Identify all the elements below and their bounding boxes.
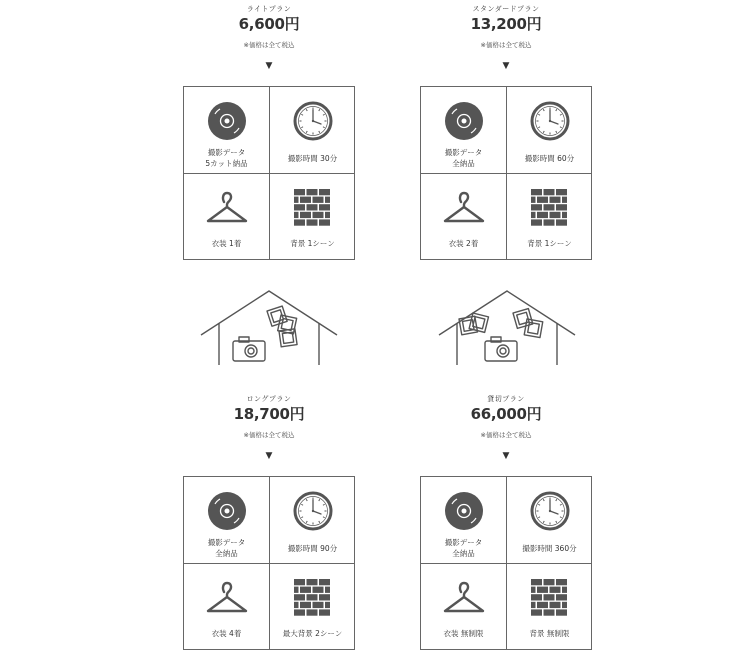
brick-wall-icon — [270, 576, 355, 620]
hanger-icon — [184, 186, 269, 230]
background-label: 最大背景 2シーン — [282, 629, 343, 638]
plan-header-charter — [413, 394, 599, 461]
cell-time — [507, 87, 592, 173]
data-label-2: 全納品 — [452, 549, 475, 558]
disc-icon — [184, 99, 269, 143]
costume-label: 衣装 2着 — [448, 239, 479, 248]
data-label-2: 全納品 — [215, 549, 238, 558]
time-label: 撮影時間 30分 — [287, 154, 338, 163]
plan-grid-charter — [420, 476, 592, 650]
cell-data — [184, 477, 269, 563]
plan-price: 6,600円 — [238, 15, 300, 33]
price-note: ※価格は全て税込 — [243, 41, 295, 49]
plan-grid-standard — [420, 86, 592, 260]
plan-header-standard — [413, 4, 599, 71]
plan-grid-long — [183, 476, 355, 650]
plan-name: スタンダードプラン — [472, 5, 540, 13]
background-label: 背景 1シーン — [290, 239, 335, 248]
cell-data — [184, 87, 269, 173]
down-arrow-icon: ▼ — [265, 61, 273, 71]
disc-icon — [184, 489, 269, 533]
brick-wall-icon — [270, 186, 355, 230]
data-label-2: 全納品 — [452, 159, 475, 168]
costume-label: 衣装 無制限 — [443, 629, 484, 638]
background-label: 背景 無制限 — [529, 629, 570, 638]
hanger-icon — [421, 576, 506, 620]
cell-background — [507, 564, 592, 650]
price-note: ※価格は全て税込 — [480, 431, 532, 439]
brick-wall-icon — [507, 186, 592, 230]
clock-icon — [270, 99, 355, 143]
time-label: 撮影時間 90分 — [287, 544, 338, 553]
cell-costume — [184, 564, 269, 650]
cell-background — [507, 174, 592, 260]
clock-icon — [507, 99, 592, 143]
down-arrow-icon: ▼ — [502, 451, 510, 461]
clock-icon — [507, 489, 592, 533]
plan-price: 66,000円 — [470, 405, 542, 423]
plan-price: 18,700円 — [233, 405, 305, 423]
cell-background — [270, 564, 355, 650]
plan-header-light — [176, 4, 362, 71]
cell-time — [270, 87, 355, 173]
down-arrow-icon: ▼ — [265, 451, 273, 461]
data-label-2: 5カット納品 — [205, 159, 248, 168]
cell-background — [270, 174, 355, 260]
clock-icon — [270, 489, 355, 533]
brick-wall-icon — [507, 576, 592, 620]
cell-costume — [421, 564, 506, 650]
plan-header-long — [176, 394, 362, 461]
house-camera-photos-icon — [435, 289, 579, 369]
plan-grid-light — [183, 86, 355, 260]
plan-price: 13,200円 — [470, 15, 542, 33]
disc-icon — [421, 489, 506, 533]
time-label: 撮影時間 60分 — [524, 154, 575, 163]
costume-label: 衣装 4着 — [211, 629, 242, 638]
cell-data — [421, 87, 506, 173]
plan-name: ロングプラン — [246, 395, 292, 403]
down-arrow-icon: ▼ — [502, 61, 510, 71]
hanger-icon — [184, 576, 269, 620]
plan-name: ライトプラン — [246, 5, 292, 13]
cell-time — [507, 477, 592, 563]
cell-costume — [184, 174, 269, 260]
data-label-1: 撮影データ — [207, 148, 246, 157]
costume-label: 衣装 1着 — [211, 239, 242, 248]
time-label: 撮影時間 360分 — [522, 544, 577, 553]
house-camera-photos-icon — [197, 289, 341, 369]
data-label-1: 撮影データ — [207, 538, 246, 547]
cell-data — [421, 477, 506, 563]
cell-costume — [421, 174, 506, 260]
data-label-1: 撮影データ — [444, 148, 483, 157]
price-note: ※価格は全て税込 — [480, 41, 532, 49]
background-label: 背景 1シーン — [527, 239, 572, 248]
plan-name: 貸切プラン — [487, 395, 525, 403]
data-label-1: 撮影データ — [444, 538, 483, 547]
price-note: ※価格は全て税込 — [243, 431, 295, 439]
hanger-icon — [421, 186, 506, 230]
disc-icon — [421, 99, 506, 143]
cell-time — [270, 477, 355, 563]
